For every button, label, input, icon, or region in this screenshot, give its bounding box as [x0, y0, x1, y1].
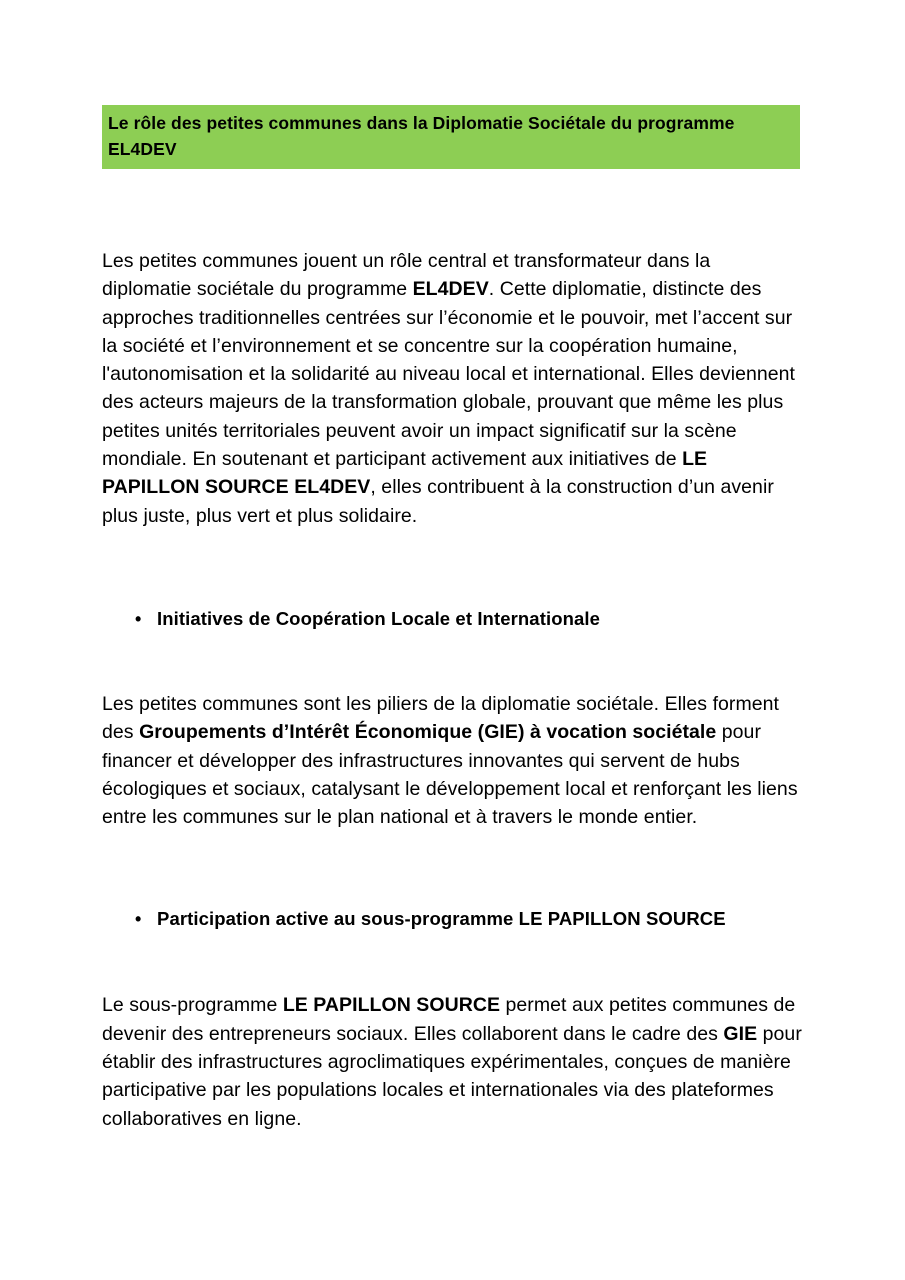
paragraph-participation-part-3: pour établir des infrastructures agroclimatiques expérimentales, conçues de manière participative par les populations locales et internationales via des plateformes collaboratives en ligne.	[102, 1022, 802, 1130]
page-title-line-1: Le rôle des petites communes dans la Diplomatie Sociétale du	[108, 113, 633, 133]
paragraph-cooperation-bold-gie: Groupements d’Intérêt Économique (GIE) à vocation sociétale	[139, 721, 717, 744]
paragraph-intro-bold-el4dev: EL4DEV	[412, 278, 489, 301]
paragraph-intro-part-1: Les petites communes jouent un rôle central et transformateur dans la diplomatie sociétale du programme	[102, 250, 711, 301]
paragraph-intro	[102, 247, 802, 530]
paragraph-participation-bold-papillon-source: LE PAPILLON SOURCE	[282, 994, 501, 1017]
bullet-heading-participation	[102, 905, 802, 933]
paragraph-cooperation	[102, 690, 802, 831]
paragraph-participation-part-1: Le sous-programme	[102, 994, 283, 1017]
paragraph-intro-bold-papillon-source: LE PAPILLON SOURCE EL4DEV	[102, 448, 708, 499]
paragraph-participation	[102, 991, 802, 1132]
bullet-point-icon: •	[135, 909, 142, 930]
paragraph-cooperation-part-2: pour financer et développer des infrastructures innovantes qui servent de hubs écologiques et sociaux, catalysant le développement local et renforçant les liens entre les communes sur le plan national et à travers le monde entier.	[102, 721, 798, 829]
paragraph-participation-part-2: permet aux petites communes de devenir des entrepreneurs sociaux. Elles collaborent dans le cadre des	[102, 994, 796, 1045]
page-title-line-2: programme EL4DEV	[108, 113, 735, 159]
bullet-heading-participation-label: Participation active au sous-programme LE PAPILLON SOURCE	[157, 908, 726, 930]
document-content	[102, 0, 802, 1133]
page-title	[108, 110, 794, 162]
document-title-highlight	[102, 105, 800, 169]
paragraph-intro-part-2: . Cette diplomatie, distincte des approches traditionnelles centrées sur l’économie et le pouvoir, met l’accent sur la société et l’environnement et se concentre sur la coopération humaine, l'autonomisation et la solidarité au niveau local et international. Elles deviennent des acteurs majeurs de la transformation globale, prouvant que même les plus petites unités territoriales peuvent avoir un impact significatif sur la scène mondiale. En soutenant et participant activement aux initiatives de	[102, 278, 796, 471]
bullet-heading-cooperation-label: Initiatives de Coopération Locale et Internationale	[157, 607, 601, 629]
bullet-point-icon: •	[135, 608, 142, 629]
paragraph-participation-bold-gie: GIE	[723, 1022, 758, 1045]
paragraph-cooperation-part-1: Les petites communes sont les piliers de la diplomatie sociétale. Elles forment des	[102, 692, 780, 744]
paragraph-intro-part-3: , elles contribuent à la construction d’un avenir plus juste, plus vert et plus solidaire.	[102, 476, 774, 527]
bullet-heading-cooperation	[102, 605, 802, 633]
